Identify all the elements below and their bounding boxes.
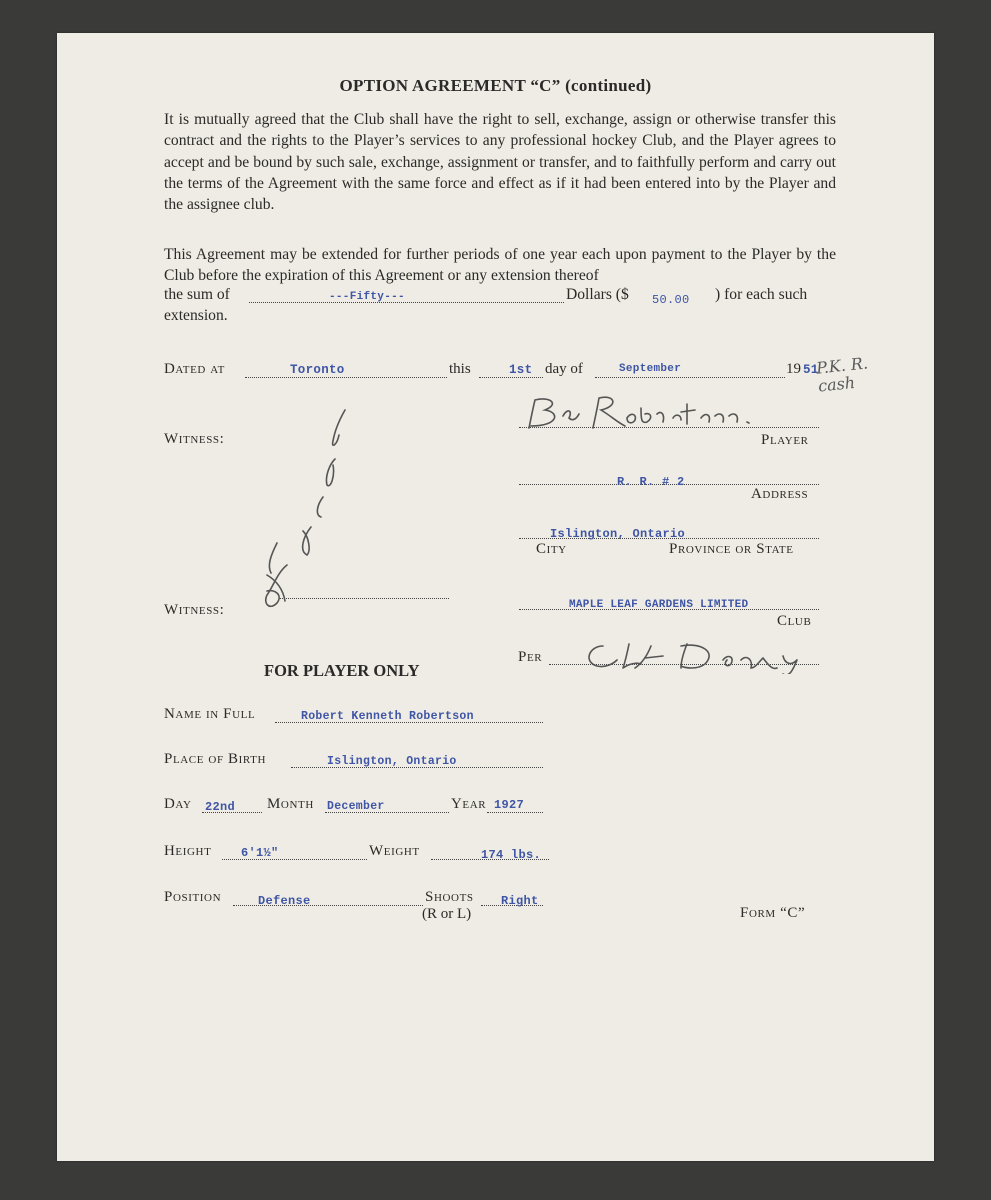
typed-weight: 174 lbs. <box>481 848 542 862</box>
month-label: Month <box>267 796 314 812</box>
typed-year-suffix: 51 <box>803 363 819 377</box>
province-label: Province or State <box>669 541 794 557</box>
typed-full-name: Robert Kenneth Robertson <box>301 710 474 723</box>
typed-position: Defense <box>258 894 311 908</box>
height-label: Height <box>164 843 212 859</box>
witness-label-1: Witness: <box>164 431 225 447</box>
dated-dots-1 <box>245 363 447 383</box>
day-label: Day <box>164 796 192 812</box>
r-or-l-label: (R or L) <box>422 906 472 922</box>
handwritten-initials-note: P.K. R. cash <box>815 353 869 396</box>
typed-sum-words: ---Fifty--- <box>329 291 405 303</box>
extension-paragraph <box>164 244 836 287</box>
form-label: Form “C” <box>740 905 806 921</box>
address-label: Address <box>751 486 809 502</box>
witness-signature <box>237 405 357 620</box>
typed-month: September <box>619 363 682 375</box>
shoots-label: Shoots <box>425 889 474 905</box>
typed-amount: 50.00 <box>652 293 690 307</box>
typed-birth-year: 1927 <box>494 798 525 812</box>
document-title: OPTION AGREEMENT “C” (continued) <box>339 76 652 95</box>
city-label: City <box>536 541 567 557</box>
name-in-full-label: Name in Full <box>164 706 256 722</box>
witness-label-2: Witness: <box>164 602 225 618</box>
this-label: this <box>449 361 471 377</box>
typed-birth-month: December <box>327 800 385 813</box>
typed-shoots: Right <box>501 894 539 908</box>
typed-day: 1st <box>509 363 533 377</box>
typed-height: 6'1½" <box>241 846 279 860</box>
per-label: Per <box>518 649 543 665</box>
dollars-label: Dollars ($ <box>566 286 629 303</box>
typed-club: MAPLE LEAF GARDENS LIMITED <box>569 599 749 611</box>
typed-birth-day: 22nd <box>205 800 236 814</box>
club-officer-signature <box>577 638 837 674</box>
position-label: Position <box>164 889 222 905</box>
typed-place: Toronto <box>290 363 345 377</box>
document-page <box>57 33 934 1161</box>
for-player-only-heading: FOR PLAYER ONLY <box>264 661 420 680</box>
player-label: Player <box>761 432 809 448</box>
place-of-birth-label: Place of Birth <box>164 751 267 767</box>
extension-text: This Agreement may be extended for further periods of one year each upon payment to the Player by the Club before the expiration of this Agreement or any extension thereof <box>164 246 836 285</box>
sum-dots <box>249 288 564 308</box>
player-signature <box>515 388 835 433</box>
typed-city-province: Islington, Ontario <box>550 527 686 541</box>
club-label: Club <box>777 613 812 629</box>
year-prefix: 19 <box>786 361 801 377</box>
day-of-label: day of <box>545 361 583 377</box>
typed-address: R. R. # 2 <box>617 475 685 489</box>
typed-birth-place: Islington, Ontario <box>327 755 457 768</box>
sum-of-label: the sum of <box>164 286 230 303</box>
year-label: Year <box>451 796 487 812</box>
dated-at-label: Dated at <box>164 361 225 377</box>
assignment-paragraph: It is mutually agreed that the Club shall have the right to sell, exchange, assign or otherwise transfer this contract and the rights to the Player’s services to any professional hockey Club, and the Player agrees to accept and be bound by such sale, exchange, assignment or transfer, and to faithfully perform and carry out the terms of the Agreement with the same force and effect as if it had been entered into by the Player and the assignee club. <box>164 111 836 214</box>
for-each-label: ) for each such <box>715 286 808 303</box>
extension-label: extension. <box>164 307 228 324</box>
weight-label: Weight <box>369 843 420 859</box>
